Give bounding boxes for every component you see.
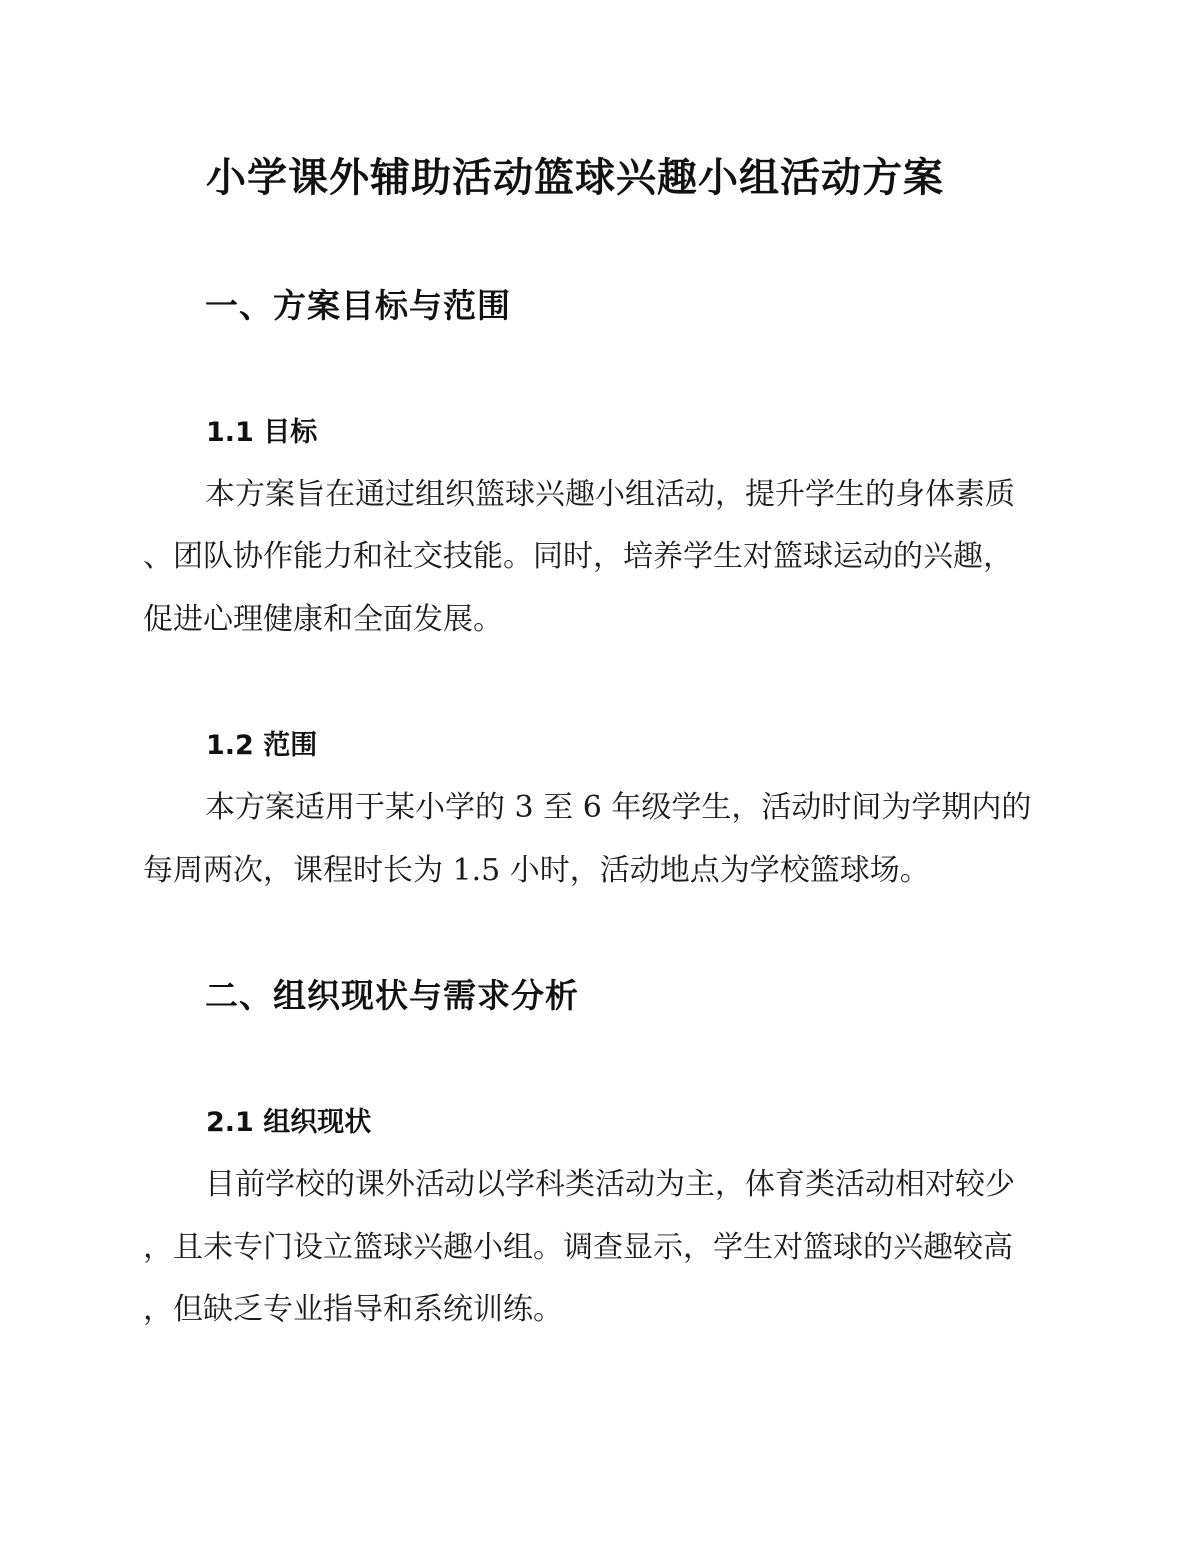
paragraph-line: 本方案旨在通过组织篮球兴趣小组活动，提升学生的身体素质 xyxy=(205,477,1015,512)
subsection-heading-1-1: 1.1 目标 xyxy=(206,417,318,448)
paragraph-line: 目前学校的课外活动以学科类活动为主，体育类活动相对较少 xyxy=(205,1167,1015,1202)
subsection-heading-1-2: 1.2 范围 xyxy=(206,730,318,761)
document-title: 小学课外辅助活动篮球兴趣小组活动方案 xyxy=(206,155,944,201)
paragraph-line: ，但缺乏专业指导和系统训练。 xyxy=(143,1292,563,1327)
section-heading-1: 一、方案目标与范围 xyxy=(205,286,511,325)
paragraph-line: 本方案适用于某小学的 3 至 6 年级学生，活动时间为学期内的 xyxy=(205,790,1032,825)
paragraph-line: 每周两次，课程时长为 1.5 小时，活动地点为学校篮球场。 xyxy=(143,853,930,888)
subsection-heading-2-1: 2.1 组织现状 xyxy=(206,1107,372,1138)
paragraph-line: 促进心理健康和全面发展。 xyxy=(143,602,503,637)
section-heading-2: 二、组织现状与需求分析 xyxy=(205,976,579,1015)
paragraph-line: ，且未专门设立篮球兴趣小组。调查显示，学生对篮球的兴趣较高 xyxy=(143,1230,1013,1265)
paragraph-line: 、团队协作能力和社交技能。同时，培养学生对篮球运动的兴趣， xyxy=(143,539,1013,574)
